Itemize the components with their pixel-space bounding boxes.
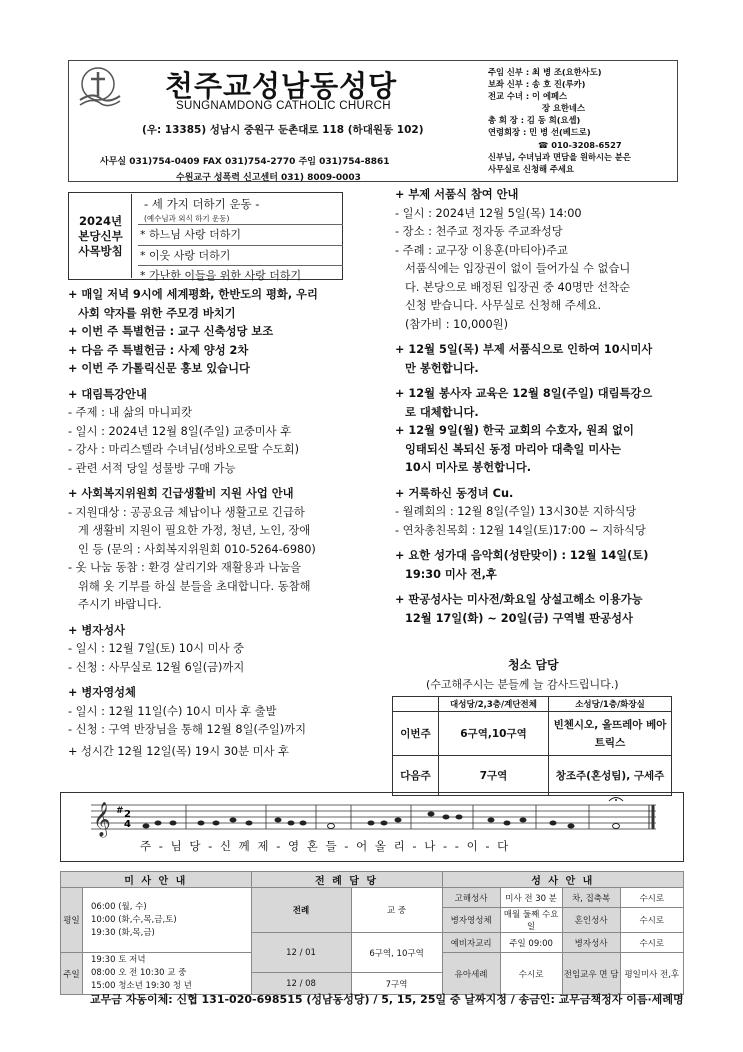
section-line: 주시기 바랍니다. <box>78 598 162 611</box>
sac-name: 병자영성체 <box>442 908 500 933</box>
pastoral-small: (예수님과 외식 하기 운동) <box>144 214 230 223</box>
svg-text:#: # <box>116 806 124 816</box>
table-cell: 다음주 <box>393 756 439 796</box>
pastoral-item: * 이웃 사랑 더하기 <box>138 245 343 266</box>
cleaning-table <box>392 696 672 796</box>
section-line: - 신청 : 사무실로 12월 6일(금)까지 <box>68 660 245 674</box>
staff-note: 사무실로 신청해 주세요 <box>488 163 574 174</box>
section-line: 다. 본당으로 배정된 입장권 중 40명만 선착순 <box>405 280 631 294</box>
notice: + 이번 주 가톨릭신문 홍보 있습니다 <box>68 362 250 375</box>
footer-transfer-info: 교무금 자동이체: 신협 131-020-698515 (성남동성당) / 5, 15, 25일 중 날짜지정 / 송금인: 교무금책정자 이름·세례명 <box>90 993 684 1006</box>
notice: + 12월 5일(목) 부제 서품식으로 인하여 10시미사 <box>395 343 653 356</box>
svg-text:4: 4 <box>124 819 131 830</box>
pastoral-item: * 가난한 이들을 위한 사랑 더하기 <box>138 265 343 286</box>
svg-text:2: 2 <box>124 809 131 820</box>
section-line: - 지원대상 : 공공요금 체납이나 생활고로 긴급하 <box>68 505 305 519</box>
staff-list <box>488 66 631 175</box>
notice: 10시 미사로 봉헌합니다. <box>405 461 532 474</box>
sac-time: 주일 09:00 <box>500 933 562 953</box>
sac-name: 유아세례 <box>442 953 500 995</box>
mass-time: 15:00 청소년 19:30 청 년 <box>91 981 192 991</box>
section-line: 인 등 (문의 : 사회복지위원회 010-5264-6980) <box>78 542 316 556</box>
sac-time: 매월 둘째 수요일 <box>500 908 562 933</box>
mass-time: 19:30 토 저녁 <box>91 955 146 965</box>
table-cell: 빈첸시오, 올뜨레아 베아트릭스 <box>549 712 672 756</box>
section-line: - 주제 : 내 삶의 마니피캇 <box>68 406 193 419</box>
pastoral-item: * 하느님 사랑 더하기 <box>138 224 343 245</box>
notice: + 매일 저녁 9시에 세계평화, 한반도의 평화, 우리 <box>68 288 318 301</box>
liturgy-header: 전 례 담 당 <box>251 872 442 888</box>
pastoral-content <box>138 194 343 286</box>
table-cell: 6구역,10구역 <box>439 712 549 756</box>
music-lyrics: 주 - 님 당 - 신 께 제 - 영 혼 들 - 어 올 리 - 나 - - 이 - 다 <box>140 839 511 853</box>
church-logo-icon <box>78 66 122 110</box>
staff-line: 전교 수녀 : 이 에페스 <box>488 91 567 102</box>
mass-time: 19:30 (화,목,금) <box>91 927 155 938</box>
section-title: + 거룩하신 동정녀 Cu. <box>395 486 514 500</box>
notice: 19:30 미사 전,후 <box>405 567 497 581</box>
section-line: - 연차총친목회 : 12월 14일(토)17:00 ~ 지하식당 <box>395 523 646 537</box>
staff-line: ☎ 010-3208-6527 <box>538 139 622 150</box>
mass-time: 06:00 (월, 수) <box>91 901 147 912</box>
section-line: - 일시 : 12월 11일(수) 10시 미사 후 출발 <box>68 704 277 718</box>
section-line: - 주례 : 교구장 이용훈(마티아)주교 <box>395 243 568 257</box>
pastoral-head: - 세 가지 더하기 운동 - <box>144 197 260 211</box>
table-header: 대성당/2,3층/계단전체 <box>439 697 549 712</box>
notice: + 이번 주 특별헌금 : 교구 신축성당 보조 <box>68 325 274 338</box>
section-line: - 강사 : 마리스텔라 수녀님(성바오로딸 수도회) <box>68 443 300 456</box>
schedule-table <box>60 871 684 995</box>
notice: + 판공성사는 미사전/화요일 상설고해소 이용가능 <box>395 593 643 606</box>
notice: + 다음 주 특별헌금 : 사제 양성 2차 <box>68 343 249 357</box>
notice: + 성시간 12월 12일(목) 19시 30분 미사 후 <box>68 744 289 758</box>
section-line: - 신청 : 구역 반장님을 통해 12월 8일(주일)까지 <box>68 723 307 736</box>
church-title: 천주교성남동성당 <box>165 69 398 103</box>
sunday-label: 주일 <box>61 953 83 995</box>
notice: 로 대체합니다. <box>405 405 479 419</box>
sac-time: 수시로 <box>620 888 683 908</box>
liturgy-col: 교 중 <box>351 888 442 933</box>
notice: 만 봉헌합니다. <box>405 361 479 375</box>
sunday-times <box>83 953 252 995</box>
liturgy-area: 6구역, 10구역 <box>351 933 442 973</box>
mass-header: 미 사 안 내 <box>61 872 252 888</box>
table-cell: 7구역 <box>439 756 549 796</box>
sacrament-header: 성 사 안 내 <box>442 872 683 888</box>
liturgy-col: 전례 <box>251 888 351 933</box>
weekday-times <box>83 888 252 953</box>
section-title: + 대림특강안내 <box>68 387 147 401</box>
staff-line: 장 요한네스 <box>542 103 585 114</box>
table-header <box>393 697 439 712</box>
pastoral-label-line: 2024년 <box>78 213 123 228</box>
sac-time: 수시로 <box>620 908 683 933</box>
section-line: 위해 옷 기부를 하실 분들을 초대합니다. 동참해 <box>78 579 311 593</box>
section-line: 게 생활비 지원이 필요한 가정, 청년, 노인, 장애 <box>78 524 311 537</box>
cleaning-title: 청소 담당 <box>508 658 559 672</box>
notice: + 요한 성가대 음악회(성탄맞이) : 12월 14일(토) <box>395 549 649 562</box>
mass-time: 10:00 (화,수,목,금,토) <box>91 914 177 925</box>
svg-text:𝄞: 𝄞 <box>93 802 111 837</box>
table-cell: 이번주 <box>393 712 439 756</box>
section-title: + 병자영성체 <box>68 686 136 699</box>
section-line: - 옷 나눔 동참 : 환경 살리기와 재활용과 나눔을 <box>68 561 302 574</box>
section-line: - 일시 : 2024년 12월 5일(목) 14:00 <box>395 206 582 220</box>
section-line: - 관련 서적 당일 성물방 구매 가능 <box>68 461 236 475</box>
notice: 잉태되신 복되신 동정 마리아 대축일 미사는 <box>405 442 622 456</box>
notice: 사회 약자를 위한 주모경 바치기 <box>78 306 236 320</box>
notice: 12월 17일(화) ~ 20일(금) 구역별 판공성사 <box>405 611 633 625</box>
section-title: + 부제 서품식 참여 안내 <box>395 188 519 201</box>
pastoral-label <box>70 194 132 278</box>
cleaning-subtitle: (수고해주시는 분들께 늘 감사드립니다.) <box>426 678 619 691</box>
section-line: - 일시 : 2024년 12월 8일(주일) 교중미사 후 <box>68 424 292 438</box>
staff-line: 연령회장 : 민 병 선(베드로) <box>488 127 591 138</box>
sac-name: 병자성사 <box>562 933 620 953</box>
liturgy-date: 12 / 08 <box>251 973 351 995</box>
sac-name: 차, 집축복 <box>562 888 620 908</box>
left-column <box>68 286 358 761</box>
liturgy-date: 12 / 01 <box>251 933 351 973</box>
liturgy-area: 7구역 <box>351 973 442 995</box>
sac-name: 전임교우 면 담 <box>562 953 620 995</box>
section-line: - 월례회의 : 12월 8일(주일) 13시30분 지하식당 <box>395 505 637 518</box>
section-line: - 장소 : 천주교 정자동 주교좌성당 <box>395 225 563 238</box>
section-title: + 사회복지위원회 긴급생활비 지원 사업 안내 <box>68 487 294 500</box>
address: (우: 13385) 성남시 중원구 둔촌대로 118 (하대원동 102) <box>142 124 424 136</box>
sac-time: 미사 전 30 분 <box>500 888 562 908</box>
table-header: 소성당/1층/화장실 <box>549 697 672 712</box>
notice: + 12월 봉사자 교육은 12월 8일(주일) 대림특강으 <box>395 387 653 400</box>
sac-time: 수시로 <box>500 953 562 995</box>
phone-numbers: 사무실 031)754-0409 FAX 031)754-2770 주임 031)754-8861 <box>100 157 390 167</box>
church-subtitle: SUNGNAMDONG CATHOLIC CHURCH <box>176 100 391 112</box>
section-line: 서품식에는 입장권이 없이 들어가실 수 없습니 <box>405 262 631 275</box>
table-cell: 창조주(혼성팀), 구세주 <box>549 756 672 796</box>
staff-line: 총 회 장 : 김 동 희(요셉) <box>488 115 581 126</box>
staff-line: 주임 신부 : 최 병 조(요한사도) <box>488 67 602 77</box>
section-line: (참가비 : 10,000원) <box>405 317 508 331</box>
staff-note: 신부님, 수녀님과 면담을 원하시는 분은 <box>488 151 631 162</box>
section-title: + 병자성사 <box>68 623 126 637</box>
notice: + 12월 9일(월) 한국 교회의 수호자, 원죄 없이 <box>395 424 634 437</box>
pastoral-label-line: 사목방침 <box>78 243 123 258</box>
staff-line: 보좌 신부 : 송 호 진(루카) <box>488 79 586 90</box>
sac-time: 평일미사 전,후 <box>620 953 683 995</box>
right-column <box>395 186 685 628</box>
sac-name: 고해성사 <box>442 888 500 908</box>
sac-name: 혼인성사 <box>562 908 620 933</box>
report-center: 수원교구 성폭력 신고센터 031) 8009-0003 <box>176 173 361 183</box>
sac-name: 예비자교리 <box>442 933 500 953</box>
sac-time: 수시로 <box>620 933 683 953</box>
section-line: 신청 받습니다. 사무실로 신청해 주세요. <box>405 299 602 312</box>
section-line: - 일시 : 12월 7일(토) 10시 미사 중 <box>68 642 244 655</box>
mass-time: 08:00 오 전 10:30 교 중 <box>91 968 187 978</box>
weekday-label: 평일 <box>61 888 83 953</box>
pastoral-label-line: 본당신부 <box>78 228 123 243</box>
